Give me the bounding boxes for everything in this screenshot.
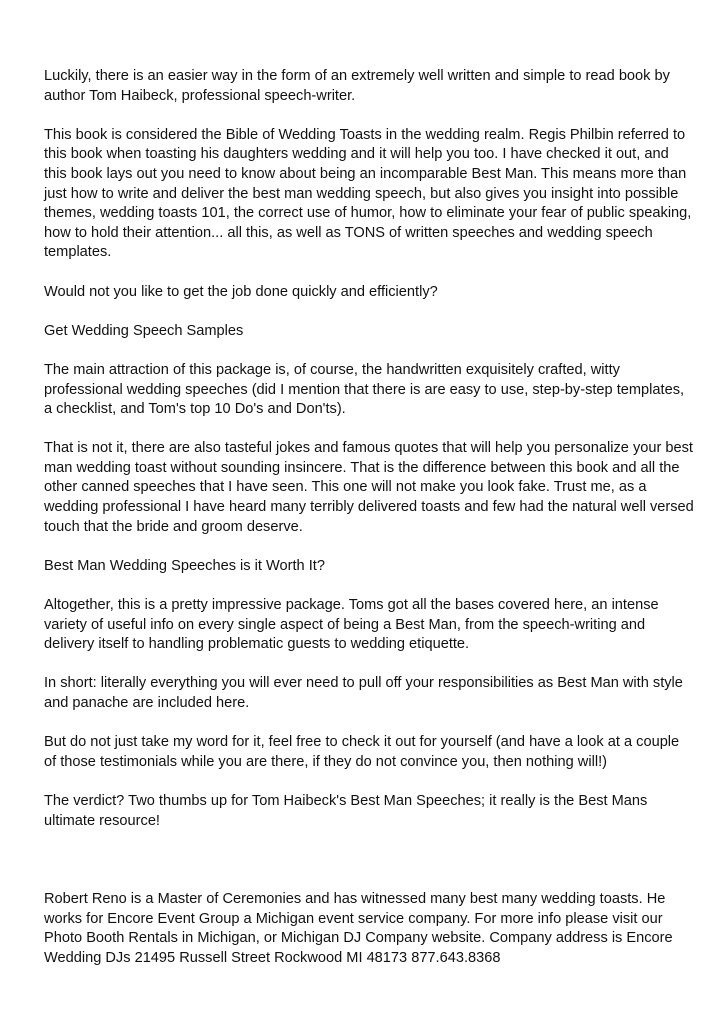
paragraph-package-summary: Altogether, this is a pretty impressive package. Toms got all the bases covered here, an intense variety of useful info on every single aspect of being a Best Man, from the speech-writing and delivery itself to handling problematic guests to wedding etiquette. [44,597,659,653]
paragraph-in-short: In short: literally everything you will ever need to pull off your responsibilities as Best Man with style and panache are included here. [44,675,683,711]
paragraph-question: Would not you like to get the job done quickly and efficiently? [44,283,438,300]
document-body [44,67,694,988]
paragraph-author-bio: Robert Reno is a Master of Ceremonies and has witnessed many best many wedding toasts. He works for Encore Event Group a Michigan event service company. For more info please visit our Photo Booth Rentals in Michigan, or Michigan DJ Company website. Company address is Encore Wedding DJs 21495 Russell Street Rockwood MI 48173 877.643.8368 [44,890,673,966]
paragraph-intro: Luckily, there is an easier way in the form of an extremely well written and simple to read book by author Tom Haibeck, professional speech-writer. [44,68,670,104]
paragraph-verdict: The verdict? Two thumbs up for Tom Haibeck's Best Man Speeches; it really is the Best Mans ultimate resource! [44,792,648,829]
paragraph-check-it-out: But do not just take my word for it, feel free to check it out for yourself (and have a look at a couple of those testimonials while you are there, if they do not convince you, then nothing will!) [44,734,680,770]
section-heading-speech-samples: Get Wedding Speech Samples [44,322,244,339]
paragraph-jokes-quotes: That is not it, there are also tasteful jokes and famous quotes that will help you personalize your best man wedding toast without sounding insincere. That is the difference between this book and all the other canned speeches that I have seen. This one will not make you look fake. Trust me, as a wedding professional I have heard many terribly delivered toasts and few had the natural well versed touch that the bride and groom deserve. [44,440,694,535]
paragraph-main-attraction: The main attraction of this package is, of course, the handwritten exquisitely crafted, witty professional wedding speeches (did I mention that there is are easy to use, step-by-step templates, a checklist, and Tom's top 10 Do's and Don'ts). [44,361,685,418]
section-heading-worth-it: Best Man Wedding Speeches is it Worth It? [44,557,325,574]
paragraph-book-description: This book is considered the Bible of Wedding Toasts in the wedding realm. Regis Philbin referred to this book when toasting his daughters wedding and it will help you too. I have checked it out, and this book lays out you need to know about being an incomparable Best Man. This means more than just how to write and deliver the best man wedding speech, but also gives you insight into possible themes, wedding toasts 101, the correct use of humor, how to eliminate your fear of public speaking, how to hold their attention... all this, as well as TONS of written speeches and wedding speech templates. [44,126,692,261]
